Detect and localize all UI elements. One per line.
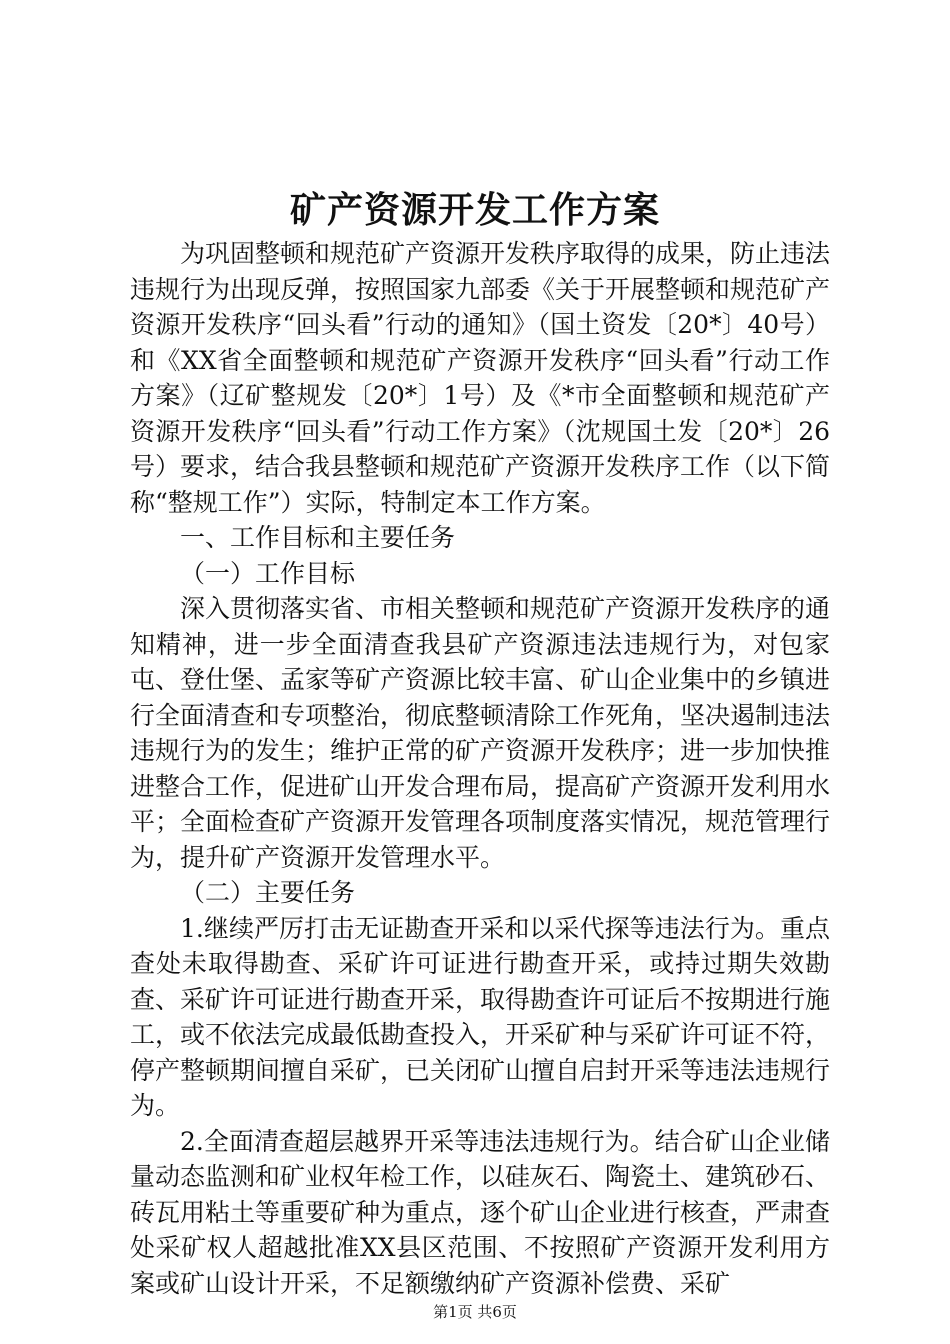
subsection-heading-goals: （一）工作目标 [180, 558, 356, 588]
section-heading-1: 一、工作目标和主要任务 [180, 523, 456, 552]
paragraph-goals: 深入贯彻落实省、市相关整顿和规范矿产资源开发秩序的通知精神，进一步全面清查我县矿产资源违法违规行为，对包家屯、登仕堡、孟家等矿产资源比较丰富、矿山企业集中的乡镇进行全面清查和专项整治，彻底整顿清除工作死角，坚决遏制违法违规行为的发生；维护正常的矿产资源开发秩序；进一步加快推进整合工作，促进矿山开发合理布局，提高矿产资源开发利用水平；全面检查矿产资源开发管理各项制度落实情况，规范管理行为，提升矿产资源开发管理水平。 [130, 594, 831, 872]
document-body [130, 236, 830, 1301]
page-footer: 第1页 共6页 [433, 1303, 517, 1321]
document-title: 矿产资源开发工作方案 [289, 189, 660, 231]
paragraph-intro: 为巩固整顿和规范矿产资源开发秩序取得的成果，防止违法违规行为出现反弹，按照国家九部委《关于开展整顿和规范矿产资源开发秩序“回头看”行动的通知》（国土资发〔20*〕40号）和《XX省全面整顿和规范矿产资源开发秩序“回头看”行动工作方案》（辽矿整规发〔20*〕1号）及《*市全面整顿和规范矿产资源开发秩序“回头看”行动工作方案》（沈规国土发〔20*〕26号）要求，结合我县整顿和规范矿产资源开发秩序工作（以下简称“整规工作”）实际，特制定本工作方案。 [130, 239, 831, 517]
paragraph-task-1: 1.继续严厉打击无证勘查开采和以采代探等违法行为。重点查处未取得勘查、采矿许可证进行勘查开采，或持过期失效勘查、采矿许可证进行勘查开采，取得勘查许可证后不按期进行施工，或不依法完成最低勘查投入，开采矿种与采矿许可证不符，停产整顿期间擅自采矿，已关闭矿山擅自启封开采等违法违规行为。 [130, 913, 831, 1120]
subsection-heading-tasks: （二）主要任务 [180, 878, 356, 907]
paragraph-task-2: 2.全面清查超层越界开采等违法违规行为。结合矿山企业储量动态监测和矿业权年检工作，以硅灰石、陶瓷土、建筑砂石、砖瓦用粘土等重要矿种为重点，逐个矿山企业进行核查，严肃查处采矿权人超越批准XX县区范围、不按照矿产资源开发利用方案或矿山设计开采，不足额缴纳矿产资源补偿费、采矿 [130, 1126, 831, 1298]
